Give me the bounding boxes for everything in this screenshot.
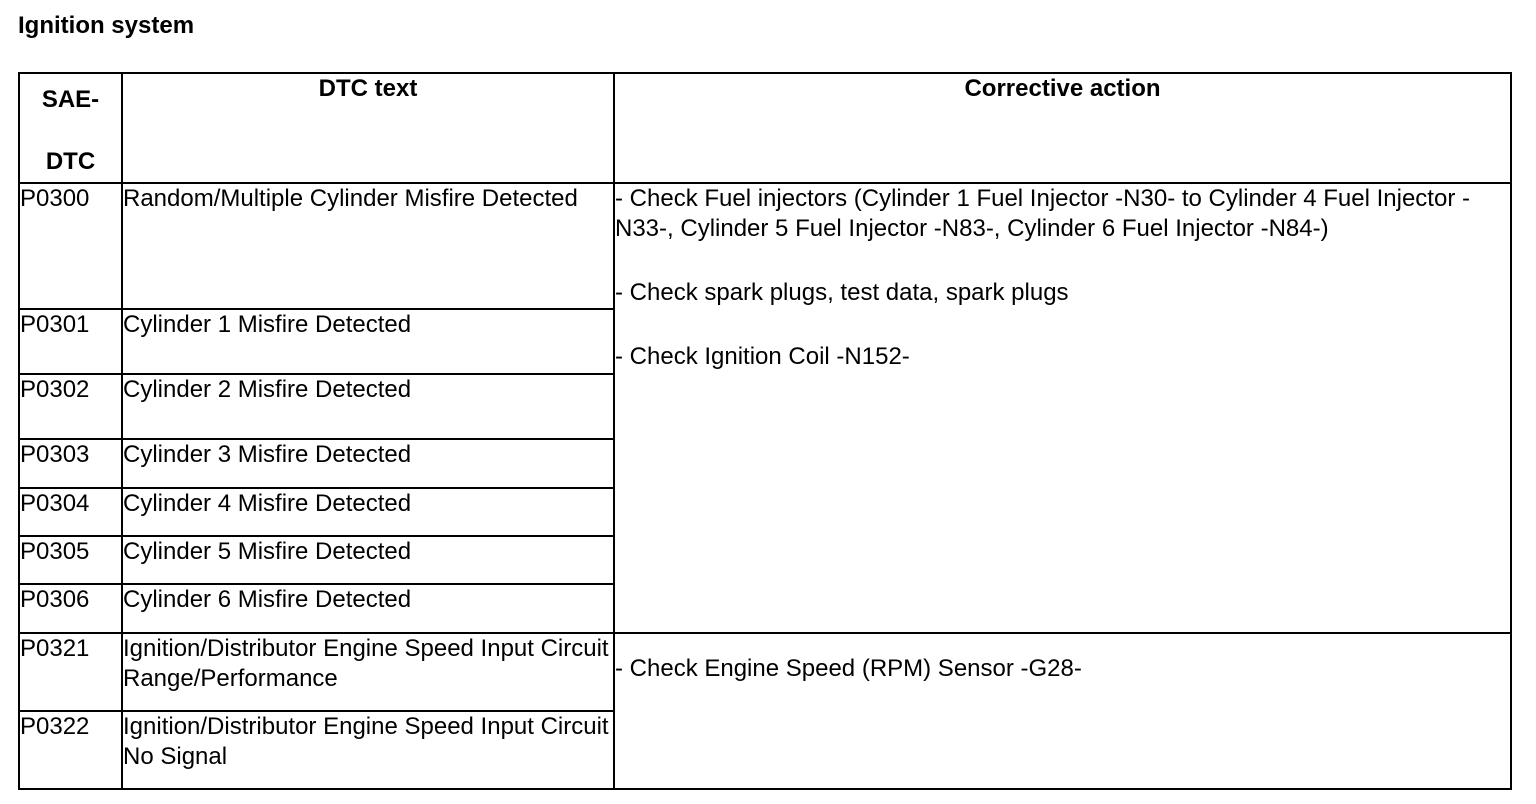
dtc-text: Ignition/Distributor Engine Speed Input Circuit Range/Performance bbox=[122, 633, 614, 711]
column-header-sae-line1: SAE- bbox=[41, 86, 100, 113]
table-header-row bbox=[19, 73, 1511, 183]
dtc-code: P0306 bbox=[19, 584, 122, 633]
dtc-code: P0322 bbox=[19, 711, 122, 789]
dtc-table bbox=[18, 72, 1512, 790]
action-item: - Check spark plugs, test data, spark plugs bbox=[615, 279, 1069, 306]
dtc-code: P0301 bbox=[19, 309, 122, 374]
dtc-text: Cylinder 4 Misfire Detected bbox=[122, 488, 614, 536]
page-title: Ignition system bbox=[18, 12, 195, 39]
dtc-code: P0300 bbox=[19, 183, 122, 309]
corrective-action-misfire bbox=[614, 183, 1511, 633]
dtc-code: P0303 bbox=[19, 439, 122, 488]
dtc-code: P0305 bbox=[19, 536, 122, 584]
column-header-sae-dtc bbox=[19, 73, 122, 183]
dtc-text: Cylinder 6 Misfire Detected bbox=[122, 584, 614, 633]
action-item: - Check Fuel injectors (Cylinder 1 Fuel Injector -N30- to Cylinder 4 Fuel Injector -N33-, Cylinder 5 Fuel Injector -N83-, Cylinder 6 Fuel Injector -N84-) bbox=[615, 185, 1470, 242]
dtc-text: Cylinder 1 Misfire Detected bbox=[122, 309, 614, 374]
dtc-code: P0302 bbox=[19, 374, 122, 439]
column-header-dtc-text: DTC text bbox=[122, 73, 614, 183]
action-item: - Check Ignition Coil -N152- bbox=[615, 343, 910, 370]
dtc-text: Ignition/Distributor Engine Speed Input Circuit No Signal bbox=[122, 711, 614, 789]
dtc-text: Cylinder 2 Misfire Detected bbox=[122, 374, 614, 439]
table-row bbox=[19, 183, 1511, 309]
action-item: - Check Engine Speed (RPM) Sensor -G28- bbox=[615, 655, 1082, 682]
column-header-sae-line2: DTC bbox=[45, 148, 96, 175]
table-row bbox=[19, 633, 1511, 711]
dtc-code: P0321 bbox=[19, 633, 122, 711]
dtc-code: P0304 bbox=[19, 488, 122, 536]
corrective-action-speed-sensor bbox=[614, 633, 1511, 789]
column-header-corrective-action: Corrective action bbox=[614, 73, 1511, 183]
dtc-text: Cylinder 5 Misfire Detected bbox=[122, 536, 614, 584]
dtc-text: Cylinder 3 Misfire Detected bbox=[122, 439, 614, 488]
dtc-text: Random/Multiple Cylinder Misfire Detected bbox=[122, 183, 614, 309]
